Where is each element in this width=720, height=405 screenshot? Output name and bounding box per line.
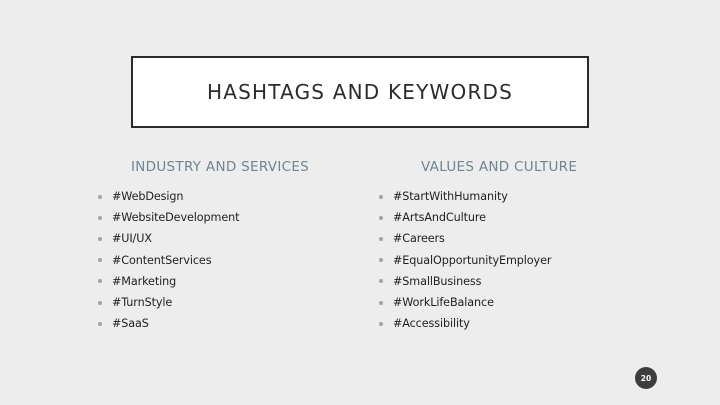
hashtag-text: #Marketing: [112, 274, 177, 288]
hashtag-text: #SmallBusiness: [393, 274, 482, 288]
bullet-icon: [98, 216, 102, 220]
bullet-icon: [379, 195, 383, 199]
hashtag-text: #WorkLifeBalance: [393, 296, 494, 310]
bullet-icon: [379, 322, 383, 326]
hashtag-text: #Accessibility: [393, 317, 470, 331]
bullet-icon: [379, 301, 383, 305]
hashtag-text: #SaaS: [112, 317, 149, 331]
hashtag-text: #ContentServices: [112, 253, 212, 267]
bullet-icon: [98, 258, 102, 262]
hashtag-text: #ArtsAndCulture: [393, 211, 486, 225]
list-item: [98, 292, 358, 313]
bullet-icon: [379, 216, 383, 220]
list-item: [98, 271, 358, 292]
bullet-icon: [379, 258, 383, 262]
values-culture-list: [379, 186, 639, 334]
list-item: [98, 313, 358, 334]
hashtag-text: #WebsiteDevelopment: [112, 211, 240, 225]
bullet-icon: [98, 237, 102, 241]
list-item: [98, 207, 358, 228]
list-item: [98, 250, 358, 271]
title-box: [131, 56, 589, 128]
hashtag-text: #StartWithHumanity: [393, 190, 508, 204]
page-number-badge: 20: [635, 367, 657, 389]
list-item: [98, 228, 358, 249]
values-culture-heading: VALUES AND CULTURE: [421, 159, 578, 175]
industry-services-heading: INDUSTRY AND SERVICES: [131, 159, 310, 175]
list-item: [379, 186, 639, 207]
bullet-icon: [98, 301, 102, 305]
list-item: [98, 186, 358, 207]
list-item: [379, 292, 639, 313]
list-item: [379, 228, 639, 249]
hashtag-text: #WebDesign: [112, 190, 184, 204]
slide-title: HASHTAGS AND KEYWORDS: [206, 80, 514, 104]
bullet-icon: [379, 237, 383, 241]
values-culture-column: [379, 158, 639, 334]
bullet-icon: [98, 322, 102, 326]
list-item: [379, 271, 639, 292]
bullet-icon: [379, 279, 383, 283]
bullet-icon: [98, 195, 102, 199]
industry-services-list: [98, 186, 358, 334]
hashtag-text: #Careers: [393, 232, 445, 246]
list-item: [379, 207, 639, 228]
hashtag-text: #EqualOpportunityEmployer: [393, 253, 552, 267]
hashtag-text: #UI/UX: [112, 232, 152, 246]
list-item: [379, 250, 639, 271]
list-item: [379, 313, 639, 334]
hashtag-text: #TurnStyle: [112, 296, 173, 310]
bullet-icon: [98, 279, 102, 283]
industry-services-column: [98, 158, 358, 334]
